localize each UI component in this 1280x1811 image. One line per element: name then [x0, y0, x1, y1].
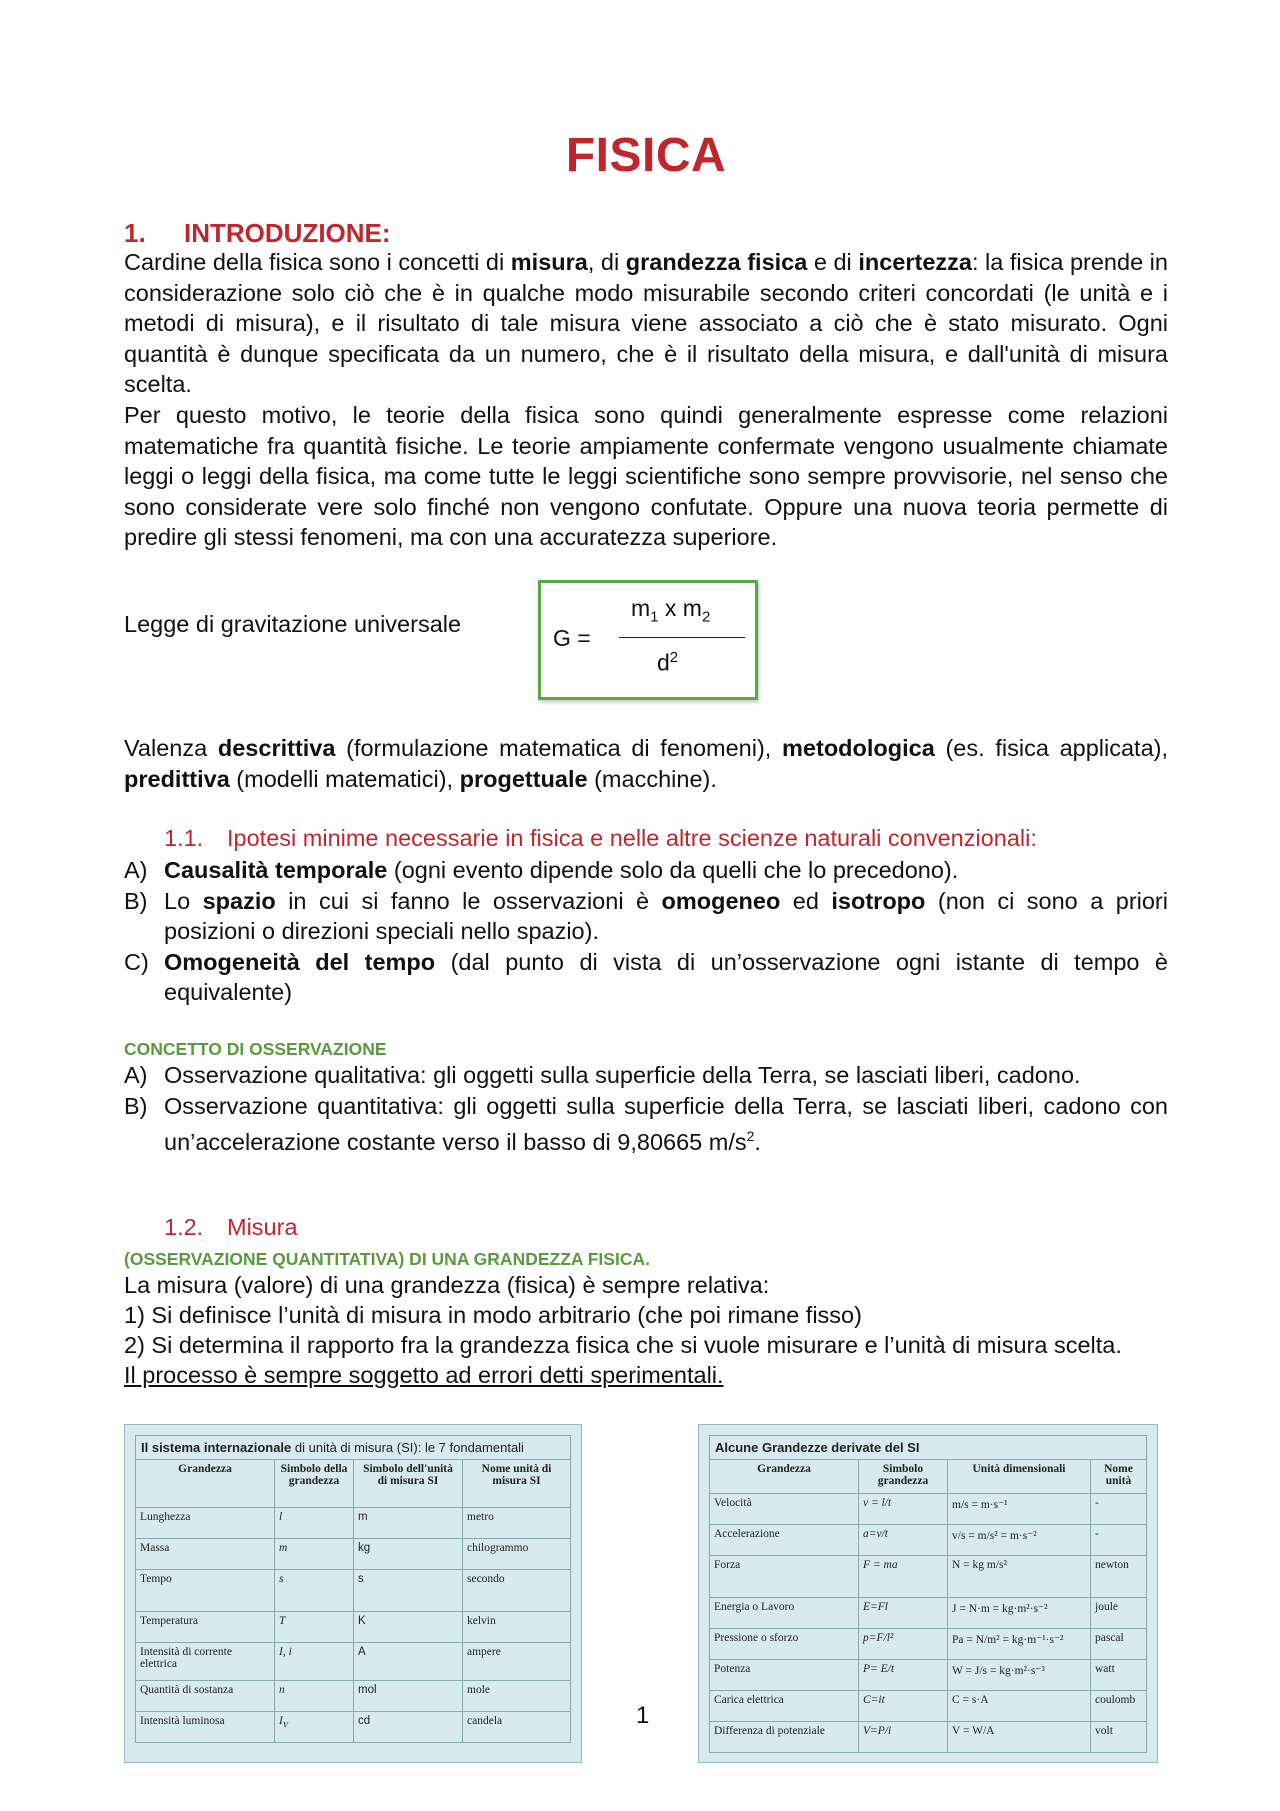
list-item: A) Osservazione qualitativa: gli oggetti sulla superficie della Terra, se lasciati liberi, cadono. — [124, 1062, 1081, 1088]
formula-lhs: G = — [553, 625, 591, 651]
table-row: Potenza P= E/t W = J/s = kg·m²·s⁻³ watt — [710, 1660, 1147, 1691]
section-heading-introduzione — [124, 218, 391, 249]
table-header: Grandezza — [710, 1460, 859, 1494]
table-caption: Alcune Grandezze derivate del SI — [710, 1436, 1147, 1460]
table-row: Carica elettrica C=it C = s·A coulomb — [710, 1691, 1147, 1722]
formula-numerator: $m_1$ x $m_2$ — [631, 595, 711, 626]
table-header: Grandezza — [136, 1460, 275, 1508]
table-header: Nome unità di misura SI — [463, 1460, 571, 1508]
intro-paragraph-2: Per questo motivo, le teorie della fisica sono quindi generalmente espresse come relazioni matematiche fra quantità fisiche. Le teorie ampiamente confermate vengono usualmente chiamate leggi o leggi della fisica, ma come tutte le leggi scientifiche sono sempre provvisorie, nel senso che sono considerate vere solo finché non vengono confutate. Oppure una nuova teoria permette di predire gli stessi fenomeni, ma con una accuratezza superiore. — [124, 402, 1168, 550]
table-row: Forza F = ma N = kg m/s² newton — [710, 1556, 1147, 1598]
misura-line-1: La misura (valore) di una grandezza (fisica) è sempre relativa: — [124, 1272, 770, 1298]
table-header: Unità dimensionali — [948, 1460, 1091, 1494]
subsection-heading-1-1: 1.1. Ipotesi minime necessarie in fisica e nelle altre scienze naturali convenzionali: — [164, 825, 1037, 851]
table-row: Lunghezza l m metro — [136, 1508, 571, 1539]
gravitation-formula-box — [538, 580, 758, 700]
list-item: A) Causalità temporale (ogni evento dipende solo da quelli che lo precedono). — [124, 857, 959, 883]
table-caption: Il sistema internazionale di unità di misura (SI): le 7 fondamentali — [136, 1436, 571, 1460]
table-row: Massa m kg chilogrammo — [136, 1539, 571, 1570]
concetto-heading: CONCETTO DI OSSERVAZIONE — [124, 1039, 387, 1059]
observation-list — [124, 1060, 1168, 1157]
si-derived-units-table — [698, 1424, 1158, 1763]
table-row: Energia o Lavoro E=Fl J = N·m = kg·m²·s⁻² joule — [710, 1598, 1147, 1629]
table-header: Nome unità — [1091, 1460, 1147, 1494]
table-row: Differenza di potenziale V=P/i V = W/A volt — [710, 1722, 1147, 1753]
subsection-heading-1-2: 1.2. Misura — [164, 1214, 298, 1240]
table-header: Simbolo dell'unità di misura SI — [354, 1460, 463, 1508]
misura-lines — [124, 1270, 1168, 1390]
table-header: Simbolo della grandezza — [275, 1460, 354, 1508]
table-row: Pressione o sforzo p=F/l² Pa = N/m² = kg·m⁻¹·s⁻² pascal — [710, 1629, 1147, 1660]
table-row: Tempo s s secondo — [136, 1570, 571, 1612]
list-item: C) Omogeneità del tempo (dal punto di vista di un’osservazione ogni istante di tempo è equivalente) — [124, 948, 1168, 1005]
misura-line-4: Il processo è sempre soggetto ad errori detti sperimentali. — [124, 1362, 724, 1388]
section-number: 1. — [124, 218, 146, 248]
intro-paragraph-1: Cardine della fisica sono i concetti di misura, di grandezza fisica e di incertezza: la fisica prende in considerazione solo ciò che è in qualche modo misurabile secondo criteri concordati (le unità e i metodi di misura), e il risultato di tale misura viene associato a ciò che è stato misurato. Ogni quantità è dunque specificata da un numero, che è il risultato della misura, e dall'unità di misura scelta. — [124, 249, 1168, 397]
table-row: Intensità di corrente elettrica I, i A ampere — [136, 1643, 571, 1681]
list-item: B) Osservazione quantitativa: gli oggetti sulla superficie della Terra, se lasciati liberi, cadono con un’accelerazione costante verso il basso di 9,80665 $m/s^2$. — [124, 1092, 1168, 1155]
misura-line-3: 2) Si determina il rapporto fra la grandezza fisica che si vuole misurare e l’unità di misura scelta. — [124, 1332, 1122, 1358]
misura-heading: (OSSERVAZIONE QUANTITATIVA) DI UNA GRANDEZZA FISICA. — [124, 1249, 650, 1269]
table-row: Velocità v = l/t m/s = m·s⁻¹ - — [710, 1494, 1147, 1525]
formula-label: Legge di gravitazione universale — [124, 611, 462, 637]
si-base-units-table — [124, 1424, 582, 1763]
valenza-paragraph: Valenza descrittiva (formulazione matematica di fenomeni), metodologica (es. fisica applicata), predittiva (modelli matematici), progettuale (macchine). — [124, 735, 1168, 792]
formula-denominator: $d^2$ — [657, 649, 679, 676]
table-row: Temperatura T K kelvin — [136, 1612, 571, 1643]
misura-line-2: 1) Si definisce l’unità di misura in modo arbitrario (che poi rimane fisso) — [124, 1302, 862, 1328]
page-title: FISICA — [565, 129, 727, 182]
fraction-line — [619, 637, 745, 638]
table-row: Quantità di sostanza n mol mole — [136, 1681, 571, 1712]
section-label: INTRODUZIONE: — [184, 218, 391, 248]
hypotheses-list — [124, 855, 1168, 1008]
table-header: Simbolo grandezza — [859, 1460, 948, 1494]
page-number: 1 — [636, 1702, 650, 1729]
list-item: B) Lo spazio in cui si fanno le osservazioni è omogeneo ed isotropo (non ci sono a priori posizioni o direzioni speciali nello spazio). — [124, 887, 1168, 944]
table-row: Accelerazione a=v/t v/s = m/s² = m·s⁻² - — [710, 1525, 1147, 1556]
table-row: Intensità luminosa $I_V$ cd candela — [136, 1712, 571, 1743]
